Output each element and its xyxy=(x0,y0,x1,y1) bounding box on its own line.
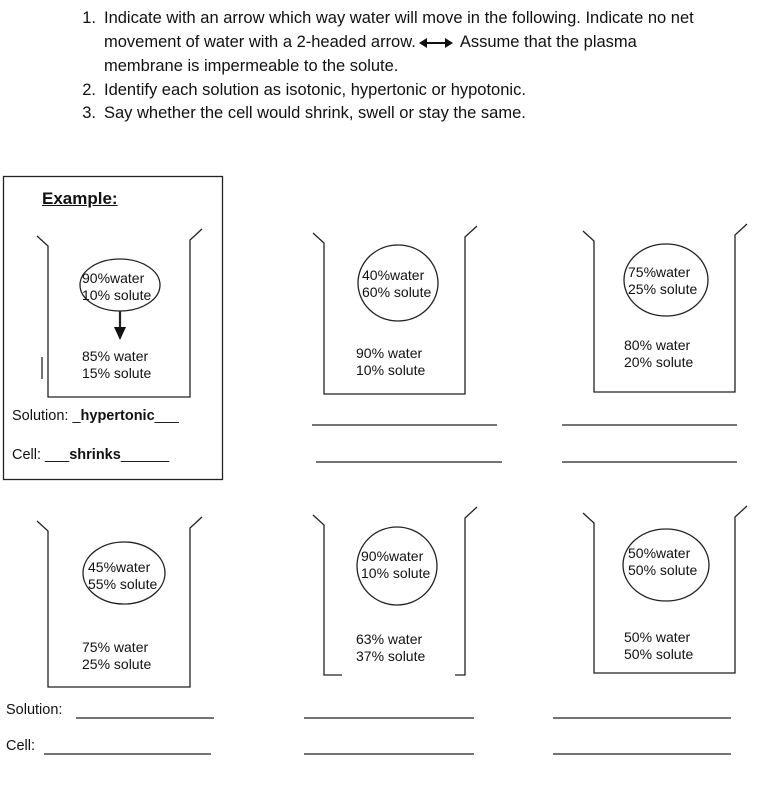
instruction-1-number: 1. xyxy=(82,9,96,27)
beaker-solute: 10% solute xyxy=(356,362,426,378)
cell-label-problem-4 xyxy=(361,548,430,582)
cell-water: 75%water xyxy=(628,264,691,280)
instruction-2-number: 2. xyxy=(82,81,96,99)
beaker-water: 50% water xyxy=(624,629,691,645)
beaker-label-example xyxy=(82,348,151,382)
beaker-solute: 37% solute xyxy=(356,648,426,664)
cell-label-problem-3 xyxy=(88,559,157,593)
cell-label-problem-5 xyxy=(628,545,697,579)
arrowhead xyxy=(114,327,126,340)
cell-label-problem-2 xyxy=(628,264,697,298)
beaker-solute: 15% solute xyxy=(82,365,152,381)
example-solution-answer: hypertonic xyxy=(80,408,155,424)
instruction-3-number: 3. xyxy=(82,104,96,122)
beaker-solute: 25% solute xyxy=(82,656,152,672)
instruction-3-text: Say whether the cell would shrink, swell or stay the same. xyxy=(104,104,526,122)
instruction-1-line-1: Indicate with an arrow which way water will move in the following. Indicate no net xyxy=(104,9,694,27)
cell-water: 50%water xyxy=(628,545,691,561)
solution-label: Solution: xyxy=(6,702,63,718)
beaker-water: 63% water xyxy=(356,631,423,647)
cell-solute: 50% solute xyxy=(628,562,698,578)
beaker-label-problem-3 xyxy=(82,639,151,673)
beaker-label-problem-4 xyxy=(356,631,425,665)
cell-water: 90%water xyxy=(82,270,145,286)
cell-water: 45%water xyxy=(88,559,151,575)
beaker-label-problem-1 xyxy=(356,345,425,379)
example-heading: Example: xyxy=(42,189,118,208)
instruction-2-text: Identify each solution as isotonic, hypertonic or hypotonic. xyxy=(104,81,526,99)
beaker-label-problem-2 xyxy=(624,337,693,371)
cell-label-example xyxy=(82,270,151,304)
beaker-solute: 20% solute xyxy=(624,354,694,370)
beaker-water: 80% water xyxy=(624,337,691,353)
cell-solute: 25% solute xyxy=(628,281,698,297)
cell-label: Cell: xyxy=(6,738,36,754)
cell-solute: 10% solute xyxy=(82,287,152,303)
beaker-water: 90% water xyxy=(356,345,423,361)
example-cell-answer: shrinks xyxy=(69,447,121,463)
beaker-water: 85% water xyxy=(82,348,149,364)
cell-solute: 55% solute xyxy=(88,576,158,592)
cell-water: 90%water xyxy=(361,548,424,564)
beaker-label-problem-5 xyxy=(624,629,693,663)
cell-solute: 10% solute xyxy=(361,565,431,581)
instruction-1-line-3: membrane is impermeable to the solute. xyxy=(104,57,399,75)
example-solution-line: Solution: _hypertonic___ xyxy=(12,408,179,424)
instruction-1-line-2: movement of water with a 2-headed arrow. Assume that the plasma xyxy=(104,33,637,51)
cell-water: 40%water xyxy=(362,267,425,283)
example-cell-line: Cell: ___shrinks______ xyxy=(12,447,170,463)
cell-solute: 60% solute xyxy=(362,284,432,300)
cell-label-problem-1 xyxy=(362,267,431,301)
beaker-solute: 50% solute xyxy=(624,646,694,662)
beaker-water: 75% water xyxy=(82,639,149,655)
